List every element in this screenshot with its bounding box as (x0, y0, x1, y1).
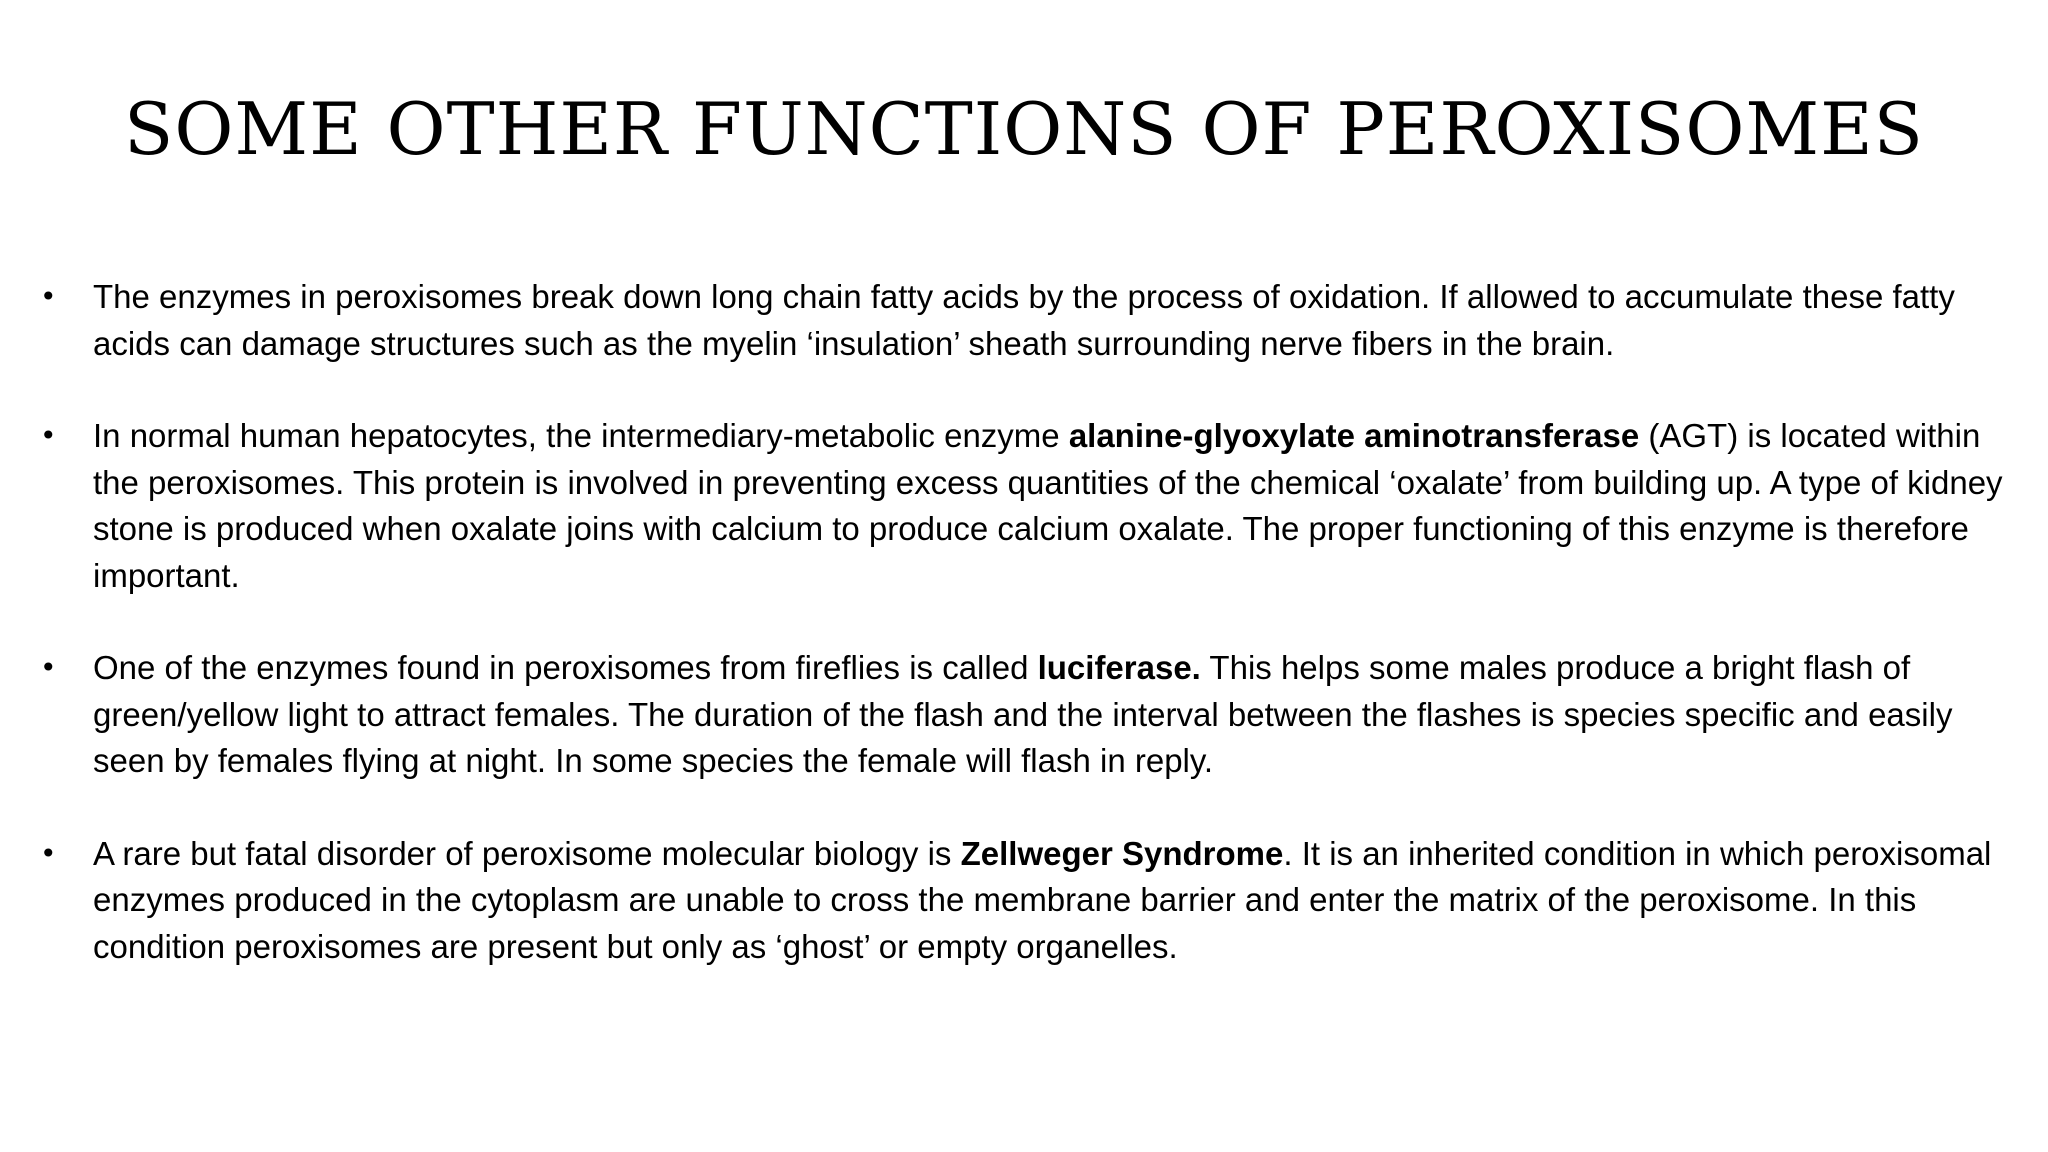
bullet-text-bold: alanine-glyoxylate aminotransferase (1068, 417, 1640, 454)
bullet-text-before: In normal human hepatocytes, the intermediary-metabolic enzyme (93, 417, 1069, 454)
bullet-text-before: The enzymes in peroxisomes break down long chain fatty acids by the process of oxidation. If allowed to accumulate these fatty acids can damage structures such as the myelin ‘insulation’ sheath surrounding nerve fibers in the brain. (93, 278, 1955, 362)
bullet-text-before: A rare but fatal disorder of peroxisome molecular biology is (93, 834, 961, 872)
bullet-list (40, 274, 2020, 970)
bullet-item-luciferase (40, 645, 2020, 785)
bullet-dot-icon: • (40, 651, 57, 684)
bullet-text-after: . It is an inherited condition in which peroxisomal enzymes produced in the cytoplasm are unable to cross the membrane barrier and enter the matrix of the peroxisome. In this condition peroxisomes are present but only as ‘ghost’ or empty organelles. (93, 834, 1992, 965)
bullet-text-before: One of the enzymes found in peroxisomes from fireflies is called (93, 649, 1038, 686)
bullet-dot-icon: • (40, 419, 57, 452)
bullet-item-oxidation (40, 274, 2020, 367)
bullet-text (93, 278, 1955, 362)
slide-title: SOME OTHER FUNCTIONS OF PEROXISOMES (124, 87, 1924, 171)
bullet-text (93, 835, 1991, 965)
bullet-text (93, 417, 2003, 594)
bullet-text-after: (AGT) is located within the peroxisomes. This protein is involved in preventing excess quantities of the chemical ‘oxalate’ from building up. A type of kidney stone is produced when oxalate joins with calcium to produce calcium oxalate. The proper functioning of this enzyme is therefore important. (93, 417, 2003, 594)
bullet-text-bold: Zellweger Syndrome (960, 834, 1284, 872)
bullet-item-agt (40, 413, 2020, 599)
bullet-item-zellweger (40, 831, 2020, 971)
bullet-text-after: This helps some males produce a bright flash of green/yellow light to attract females. The duration of the flash and the interval between the flashes is species specific and easily seen by females flying at night. In some species the female will flash in reply. (93, 649, 1953, 779)
bullet-text (93, 649, 1952, 779)
bullet-dot-icon: • (40, 280, 57, 313)
bullet-dot-icon: • (40, 836, 57, 870)
bullet-text-bold: luciferase. (1037, 649, 1201, 686)
